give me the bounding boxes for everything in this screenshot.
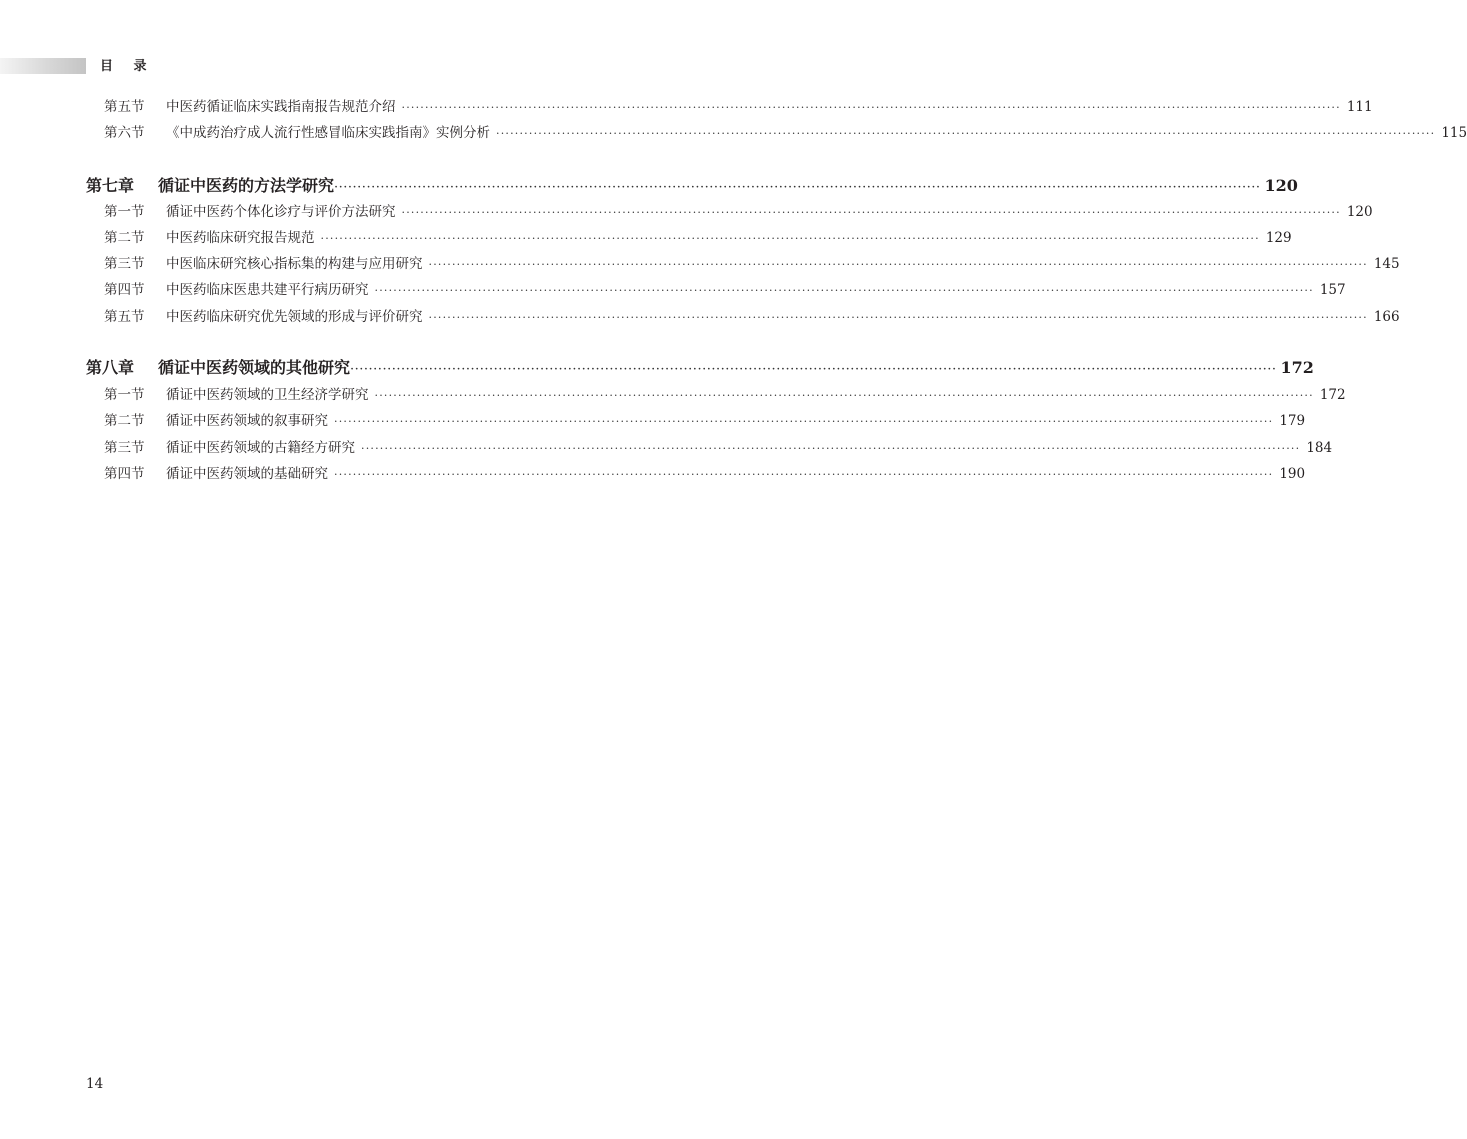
toc-entry-title: 中医药循证临床实践指南报告规范介绍 <box>166 99 396 115</box>
toc-entry-page: 129 <box>1265 230 1292 246</box>
toc-entry-title: 循证中医药领域的古籍经方研究 <box>166 440 355 456</box>
toc-entry-page: 184 <box>1306 440 1333 456</box>
toc-entry-chapter[interactable] <box>86 355 1314 379</box>
toc-entry-label: 第五节 <box>104 99 145 115</box>
toc-leader-dots: ········································································································································································································ <box>320 232 1260 245</box>
toc-entry-page: 157 <box>1319 282 1346 298</box>
toc-entry-title: 循证中医药领域的基础研究 <box>166 466 328 482</box>
toc-entry-section[interactable] <box>104 278 1346 298</box>
toc-entry-page: 145 <box>1373 256 1400 272</box>
toc-leader-dots: ········································································································································································································ <box>401 206 1341 219</box>
toc-entry-chapter[interactable] <box>86 173 1298 197</box>
toc-entry-page: 190 <box>1279 466 1306 482</box>
toc-entry-title: 中医药临床研究报告规范 <box>166 230 315 246</box>
toc-entry-section[interactable] <box>104 95 1373 115</box>
toc-entry-section[interactable] <box>104 200 1373 220</box>
toc-entry-title: 中医药临床医患共建平行病历研究 <box>166 282 369 298</box>
toc-entry-label: 第三节 <box>104 256 145 272</box>
toc-entry-title: 循证中医药领域的叙事研究 <box>166 413 328 429</box>
toc-leader-dots: ········································································································································································································ <box>334 468 1274 481</box>
toc-entry-section[interactable] <box>104 383 1346 403</box>
toc-entry-title: 循证中医药领域的卫生经济学研究 <box>166 387 369 403</box>
toc-entry-section[interactable] <box>104 462 1306 482</box>
toc-entry-title: 中医临床研究核心指标集的构建与应用研究 <box>166 256 423 272</box>
toc-entry-label: 第五节 <box>104 309 145 325</box>
page-header-title: 目 录 <box>100 59 155 74</box>
toc-entry-section[interactable] <box>104 409 1306 429</box>
toc-entry-section[interactable] <box>104 121 1467 141</box>
toc-entry-page: 120 <box>1346 204 1373 220</box>
toc-entry-page: 179 <box>1279 413 1306 429</box>
toc-leader-dots: ········································································································································································································ <box>350 362 1277 377</box>
toc-leader-dots: ········································································································································································································ <box>496 127 1436 140</box>
toc-entry-label: 第六节 <box>104 125 145 141</box>
toc-chapter-title: 循证中医药领域的其他研究 <box>158 358 351 377</box>
toc-entry-title: 《中成药治疗成人流行性感冒临床实践指南》实例分析 <box>166 125 490 141</box>
toc-entry-page: 166 <box>1373 309 1400 325</box>
toc-entry-label: 第二节 <box>104 230 145 246</box>
toc-chapter-label: 第七章 <box>86 176 135 195</box>
toc-chapter-page: 120 <box>1264 176 1298 195</box>
toc-entry-title: 循证中医药个体化诊疗与评价方法研究 <box>166 204 396 220</box>
toc-entry-page: 172 <box>1319 387 1346 403</box>
toc-leader-dots: ········································································································································································································ <box>428 258 1368 271</box>
toc-leader-dots: ········································································································································································································ <box>401 101 1341 114</box>
toc-entry-label: 第四节 <box>104 466 145 482</box>
page-number: 14 <box>86 1076 104 1092</box>
toc-leader-dots: ········································································································································································································ <box>428 311 1368 324</box>
toc-entry-page: 115 <box>1441 125 1467 141</box>
toc-entry-label: 第四节 <box>104 282 145 298</box>
toc-leader-dots: ········································································································································································································ <box>334 180 1261 195</box>
toc-entry-label: 第三节 <box>104 440 145 456</box>
toc-entry-section[interactable] <box>104 226 1292 246</box>
header-decoration-bar <box>0 58 86 74</box>
toc-entry-label: 第一节 <box>104 387 145 403</box>
toc-entry-section[interactable] <box>104 252 1400 272</box>
toc-entry-label: 第二节 <box>104 413 145 429</box>
toc-entry-title: 中医药临床研究优先领域的形成与评价研究 <box>166 309 423 325</box>
toc-chapter-label: 第八章 <box>86 358 135 377</box>
toc-leader-dots: ········································································································································································································ <box>374 389 1314 402</box>
toc-entry-section[interactable] <box>104 436 1333 456</box>
toc-leader-dots: ········································································································································································································ <box>334 415 1274 428</box>
toc-entry-page: 111 <box>1346 99 1373 115</box>
toc-entry-section[interactable] <box>104 305 1400 325</box>
toc-chapter-title: 循证中医药的方法学研究 <box>158 176 335 195</box>
toc-entry-label: 第一节 <box>104 204 145 220</box>
toc-leader-dots: ········································································································································································································ <box>374 284 1314 297</box>
toc-chapter-page: 172 <box>1280 358 1314 377</box>
toc-leader-dots: ········································································································································································································ <box>361 442 1301 455</box>
